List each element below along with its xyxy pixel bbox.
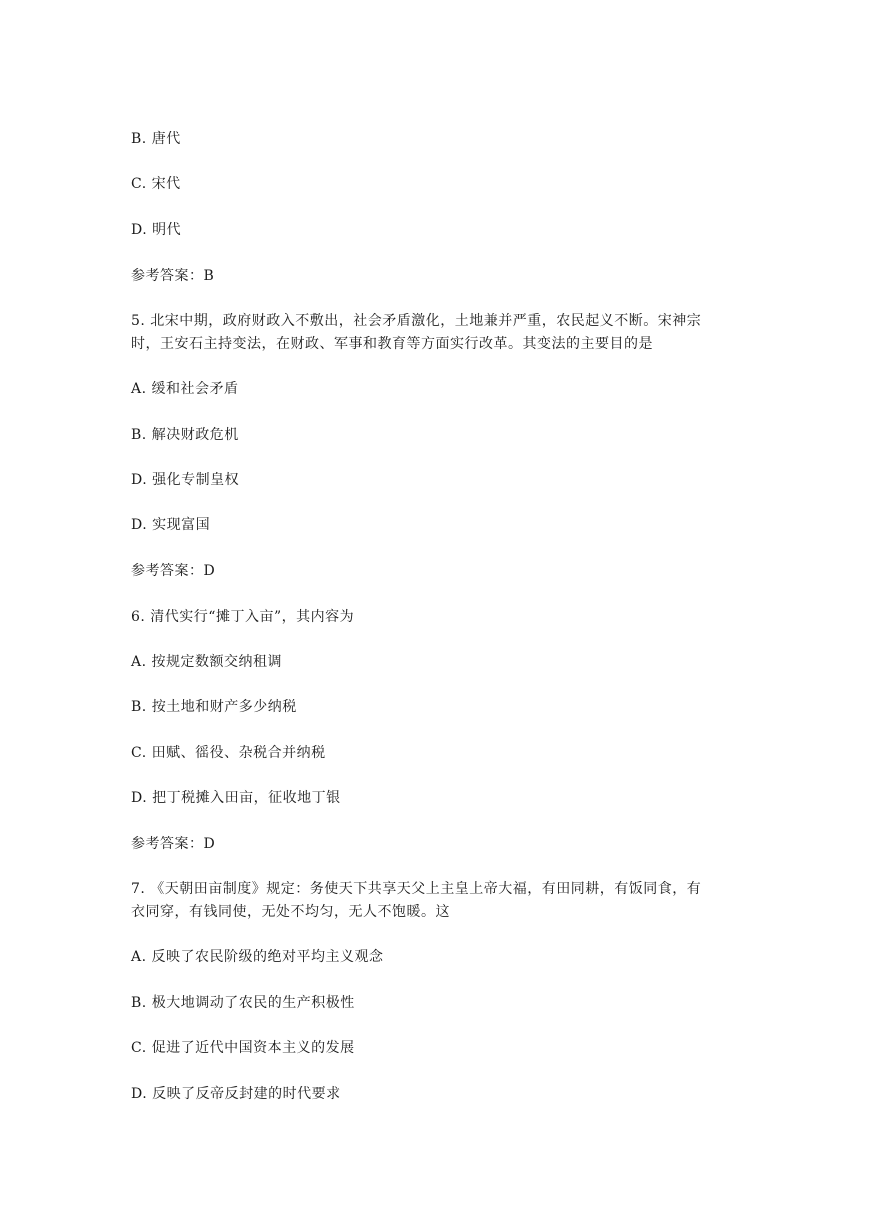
option-d-ming: D. 明代 <box>131 222 182 238</box>
question-6-option-c: C. 田赋、徭役、杂税合并纳税 <box>131 745 326 761</box>
question-5-option-c: D. 强化专制皇权 <box>131 472 240 488</box>
question-5-option-d: D. 实现富国 <box>131 517 211 533</box>
answer-4: 参考答案：B <box>131 268 215 284</box>
option-c-song: C. 宋代 <box>131 176 181 192</box>
question-5-line-1: 5. 北宋中期，政府财政入不敷出，社会矛盾激化，土地兼并严重，农民起义不断。宋神宗 <box>131 313 702 329</box>
option-b-tang: B. 唐代 <box>131 131 181 147</box>
question-7-line-1: 7. 《天朝田亩制度》规定：务使天下共享天父上主皇上帝大福，有田同耕，有饭同食，有 <box>131 881 702 897</box>
answer-5: 参考答案：D <box>131 563 216 579</box>
question-6-option-b: B. 按土地和财产多少纳税 <box>131 699 297 715</box>
question-6: 6. 清代实行“摊丁入亩”，其内容为 <box>131 609 355 625</box>
question-7-option-d: D. 反映了反帝反封建的时代要求 <box>131 1086 341 1102</box>
question-6-option-d: D. 把丁税摊入田亩，征收地丁银 <box>131 790 341 806</box>
question-6-option-a: A. 按规定数额交纳租调 <box>131 654 283 670</box>
question-5-option-b: B. 解决财政危机 <box>131 427 239 443</box>
question-7-line-2: 衣同穿，有钱同使，无处不均匀，无人不饱暖。这 <box>131 904 450 920</box>
question-5-line-2: 时，王安石主持变法，在财政、军事和教育等方面实行改革。其变法的主要目的是 <box>131 336 653 352</box>
question-5-option-a: A. 缓和社会矛盾 <box>131 381 239 397</box>
question-7-option-c: C. 促进了近代中国资本主义的发展 <box>131 1040 355 1056</box>
question-7-option-b: B. 极大地调动了农民的生产积极性 <box>131 995 355 1011</box>
question-7-option-a: A. 反映了农民阶级的绝对平均主义观念 <box>131 949 384 965</box>
answer-6: 参考答案：D <box>131 836 216 852</box>
